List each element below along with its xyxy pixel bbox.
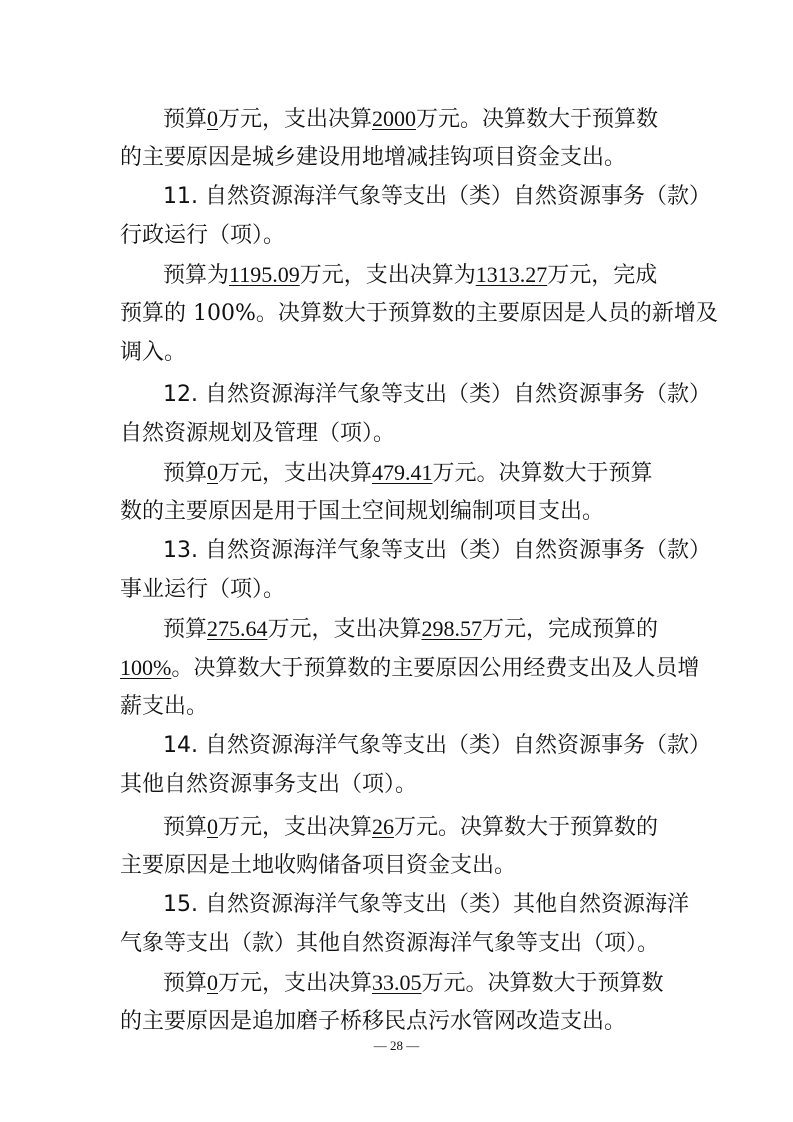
- section-heading: 14. 自然资源海洋气象等支出（类）自然资源事务（款）: [163, 733, 711, 758]
- text: 预算: [163, 617, 208, 642]
- budget-value: 275.64: [207, 616, 268, 641]
- actual-value: 1313.27: [475, 262, 548, 287]
- text: 万元，支出决算: [218, 815, 373, 840]
- text: 。决算数大于预算数的主要原因公用经费支出及人员增: [171, 656, 700, 681]
- section-heading: 行政运行（项）。: [120, 223, 286, 248]
- actual-value: 2000: [372, 106, 417, 131]
- section-heading: 其他自然资源事务支出（项）。: [120, 772, 418, 797]
- budget-value: 0: [207, 460, 219, 485]
- budget-value: 1195.09: [229, 262, 300, 287]
- budget-value: 0: [207, 106, 219, 131]
- text: 万元，支出决算: [218, 107, 373, 132]
- section-heading: 11. 自然资源海洋气象等支出（类）自然资源事务（款）: [163, 184, 711, 209]
- text: 万元，支出决算: [267, 617, 422, 642]
- actual-value: 26: [372, 814, 395, 839]
- paragraph-line: [0, 810, 793, 844]
- actual-value: 33.05: [372, 970, 422, 995]
- budget-value: 0: [207, 814, 219, 839]
- text: 万元。决算数大于预算数: [421, 971, 664, 996]
- text: 万元，完成预算的: [482, 617, 659, 642]
- text: 万元，支出决算: [218, 971, 373, 996]
- paragraph-line: 数的主要原因是用于国土空间规划编制项目支出。: [120, 499, 605, 524]
- paragraph-line: [0, 456, 793, 490]
- paragraph-line: 主要原因是土地收购储备项目资金支出。: [120, 853, 517, 878]
- paragraph-line: 薪支出。: [120, 694, 209, 719]
- text: 预算: [163, 461, 208, 486]
- paragraph-line: [0, 612, 793, 646]
- paragraph-line: [0, 966, 793, 1000]
- completion-rate: 100%: [120, 655, 172, 680]
- paragraph-line: [0, 258, 793, 292]
- section-heading: 13. 自然资源海洋气象等支出（类）自然资源事务（款）: [163, 538, 711, 563]
- section-heading: 12. 自然资源海洋气象等支出（类）自然资源事务（款）: [163, 382, 711, 407]
- paragraph-line: 调入。: [120, 340, 187, 365]
- text: 万元，支出决算为: [299, 263, 476, 288]
- text: 万元，支出决算: [218, 461, 373, 486]
- text: 万元，完成: [547, 263, 658, 288]
- budget-value: 0: [207, 970, 219, 995]
- text: 万元。决算数大于预算: [432, 461, 653, 486]
- page-number: — 28 —: [373, 1038, 420, 1053]
- text: 预算: [163, 971, 208, 996]
- paragraph-line: [0, 651, 793, 685]
- section-heading: 15. 自然资源海洋气象等支出（类）其他自然资源海洋: [163, 892, 689, 917]
- text: 万元。决算数大于预算数的: [394, 815, 659, 840]
- section-heading: 气象等支出（款）其他自然资源海洋气象等支出（项）。: [120, 931, 660, 956]
- actual-value: 479.41: [372, 460, 433, 485]
- section-heading: 自然资源规划及管理（项）。: [120, 421, 396, 446]
- paragraph-line: 的主要原因是城乡建设用地增减挂钩项目资金支出。: [120, 145, 627, 170]
- text: 预算: [163, 107, 208, 132]
- section-heading: 事业运行（项）。: [120, 577, 286, 602]
- paragraph-line: [0, 102, 793, 136]
- text: 预算: [163, 815, 208, 840]
- text: 预算为: [163, 263, 230, 288]
- paragraph-line: 的主要原因是追加磨子桥移民点污水管网改造支出。: [120, 1009, 627, 1034]
- text: 万元。决算数大于预算数: [416, 107, 659, 132]
- paragraph-line: 预算的 100%。决算数大于预算数的主要原因是人员的新增及: [120, 301, 718, 326]
- actual-value: 298.57: [421, 616, 483, 641]
